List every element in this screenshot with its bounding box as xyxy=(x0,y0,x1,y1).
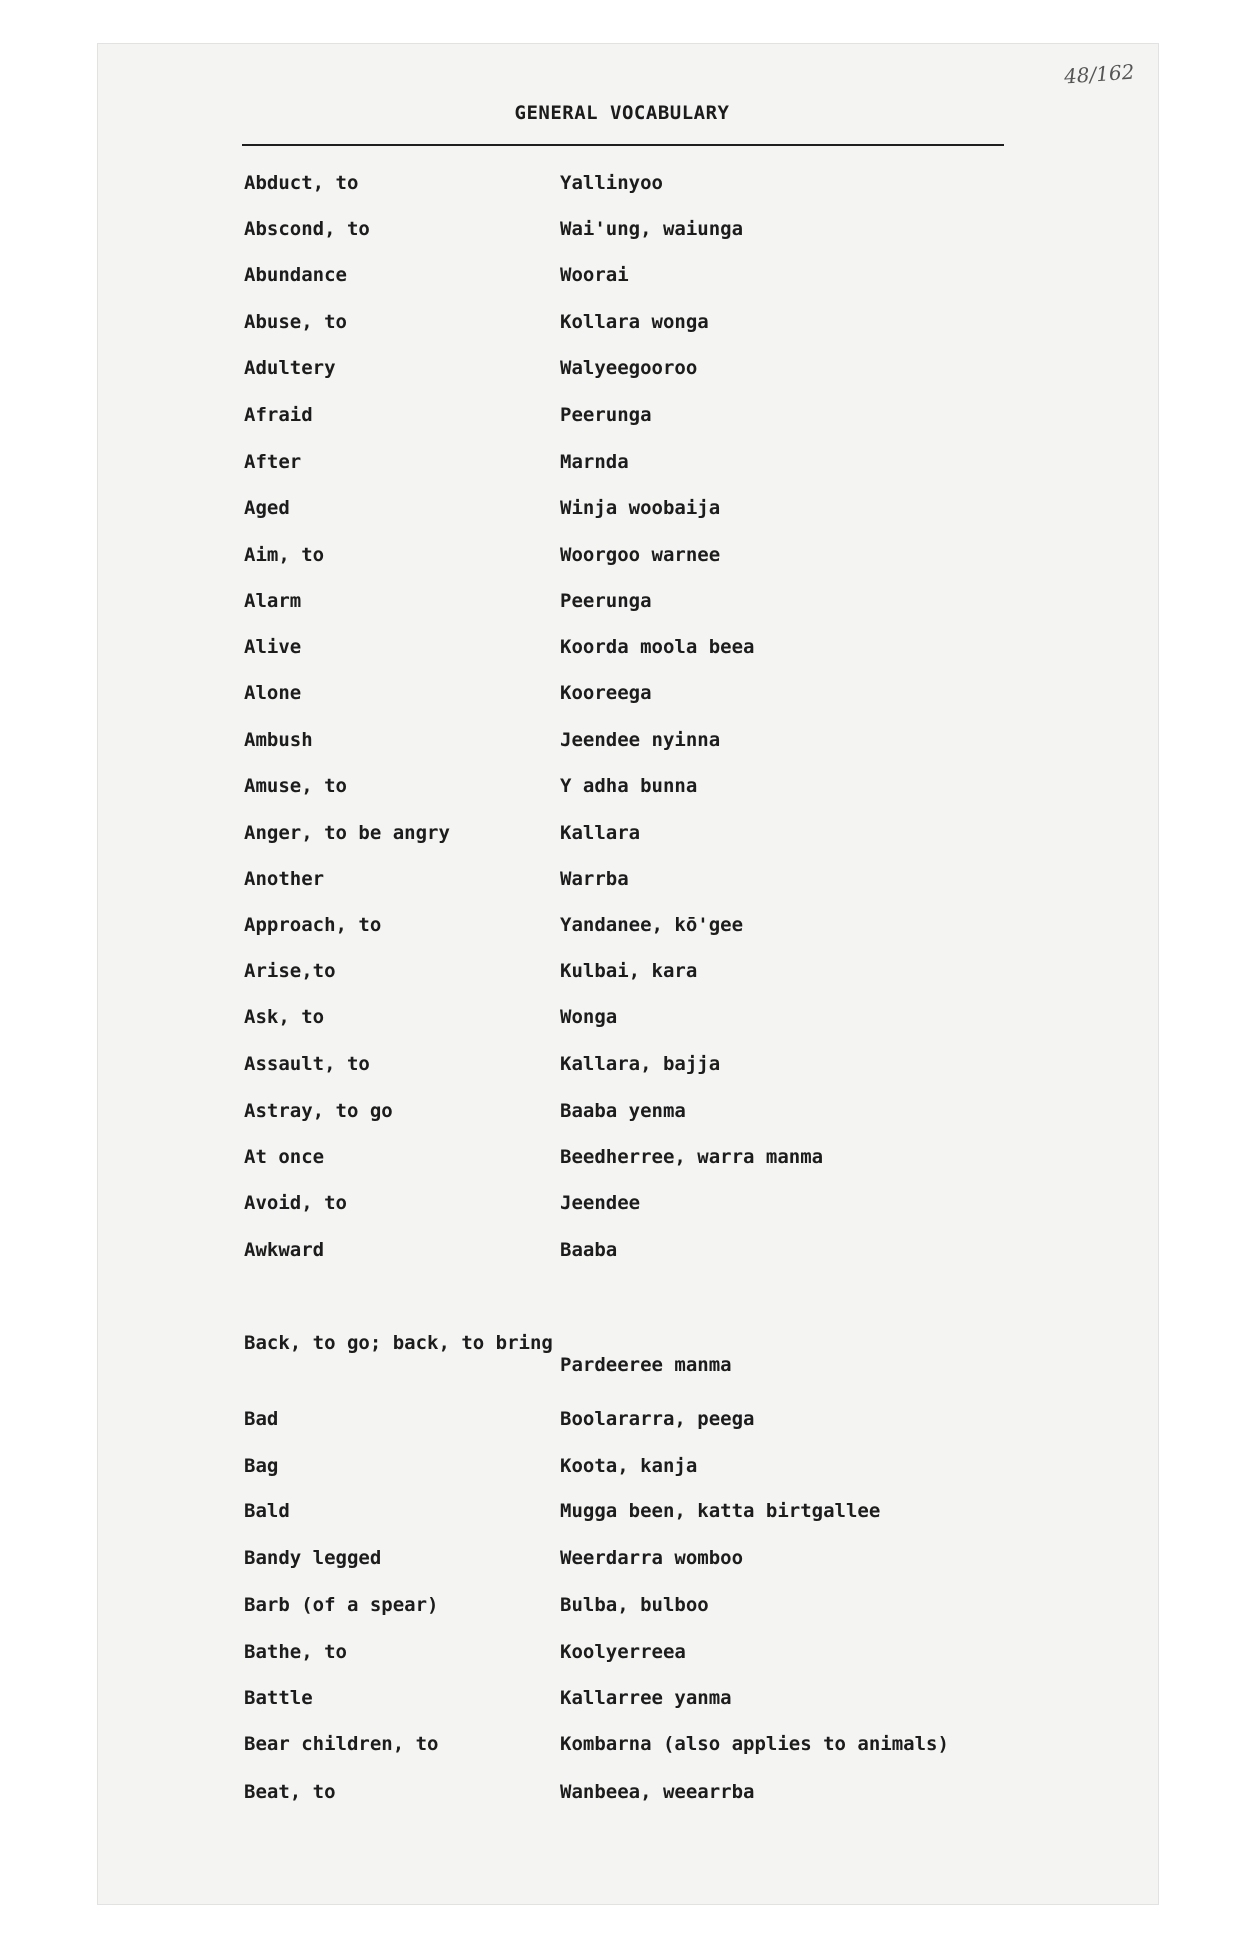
vocab-translation: Kombarna (also applies to animals) xyxy=(560,1733,949,1755)
vocab-translation: Woorai xyxy=(560,264,629,286)
page-title: GENERAL VOCABULARY xyxy=(514,102,730,124)
vocab-translation: Marnda xyxy=(560,451,629,473)
vocab-translation: Kulbai, kara xyxy=(560,960,698,982)
vocab-term: Aim, to xyxy=(244,544,325,566)
vocab-term: Bald xyxy=(244,1500,290,1522)
vocab-term: Beat, to xyxy=(244,1781,336,1803)
vocab-translation: Kallarree yanma xyxy=(560,1687,732,1709)
vocab-translation: Boolararra, peega xyxy=(560,1408,755,1430)
title-underline xyxy=(242,144,1004,146)
vocab-translation: Jeendee nyinna xyxy=(560,729,721,751)
vocab-term: Awkward xyxy=(244,1239,325,1261)
vocab-translation: Koorda moola beea xyxy=(560,636,755,658)
vocab-term: Adultery xyxy=(244,357,336,379)
vocab-translation: Warrba xyxy=(560,868,629,890)
vocab-term: Alone xyxy=(244,682,302,704)
vocab-term: Assault, to xyxy=(244,1053,370,1075)
vocab-term: Bandy legged xyxy=(244,1547,382,1569)
vocab-term: Another xyxy=(244,868,325,890)
vocab-translation: Koolyerreea xyxy=(560,1641,686,1663)
vocab-translation: Beedherree, warra manma xyxy=(560,1146,824,1168)
vocab-translation: Kallara, bajja xyxy=(560,1053,721,1075)
vocab-term: Avoid, to xyxy=(244,1192,347,1214)
vocab-term: Abscond, to xyxy=(244,218,370,240)
vocab-term: Ask, to xyxy=(244,1006,325,1028)
vocab-term: Afraid xyxy=(244,404,313,426)
vocab-translation: Mugga been, katta birtgallee xyxy=(560,1500,881,1522)
vocab-term: After xyxy=(244,451,302,473)
vocab-term: Barb (of a spear) xyxy=(244,1594,439,1616)
vocab-term: Battle xyxy=(244,1687,313,1709)
vocab-term: Abuse, to xyxy=(244,311,347,333)
vocab-translation: Peerunga xyxy=(560,590,652,612)
vocab-term: Bad xyxy=(244,1408,279,1430)
vocab-term: Bathe, to xyxy=(244,1641,347,1663)
vocab-translation: Baaba yenma xyxy=(560,1100,686,1122)
vocab-term: Astray, to go xyxy=(244,1100,393,1122)
vocab-translation: Kallara xyxy=(560,822,641,844)
vocab-translation: Winja woobaija xyxy=(560,497,721,519)
vocab-term: Abduct, to xyxy=(244,172,359,194)
vocab-translation: Koota, kanja xyxy=(560,1455,698,1477)
vocab-translation: Jeendee xyxy=(560,1192,641,1214)
vocab-term: Anger, to be angry xyxy=(244,822,450,844)
vocab-translation: Weerdarra womboo xyxy=(560,1547,744,1569)
vocab-translation: Kollara wonga xyxy=(560,311,709,333)
vocab-translation: Y adha bunna xyxy=(560,775,698,797)
vocab-translation: Peerunga xyxy=(560,404,652,426)
vocab-term: Ambush xyxy=(244,729,313,751)
vocab-term: Amuse, to xyxy=(244,775,347,797)
vocab-translation: Wanbeea, weearrba xyxy=(560,1781,755,1803)
vocab-translation: Pardeeree manma xyxy=(560,1354,732,1376)
vocab-translation: Yandanee, kō'gee xyxy=(560,914,744,936)
vocab-term: Aged xyxy=(244,497,290,519)
page-number: 48/162 xyxy=(1062,59,1135,89)
vocab-translation: Baaba xyxy=(560,1239,618,1261)
vocab-term: At once xyxy=(244,1146,325,1168)
vocab-term: Bear children, to xyxy=(244,1733,439,1755)
vocab-translation: Yallinyoo xyxy=(560,172,663,194)
vocab-translation: Kooreega xyxy=(560,682,652,704)
vocab-translation: Bulba, bulboo xyxy=(560,1594,709,1616)
vocab-term: Alive xyxy=(244,636,302,658)
vocab-term: Back, to go; back, to bring xyxy=(244,1332,553,1354)
vocab-translation: Wonga xyxy=(560,1006,618,1028)
vocab-translation: Walyeegooroo xyxy=(560,357,698,379)
vocab-term: Bag xyxy=(244,1455,279,1477)
vocab-translation: Wai'ung, waiunga xyxy=(560,218,744,240)
vocab-term: Alarm xyxy=(244,590,302,612)
vocab-translation: Woorgoo warnee xyxy=(560,544,721,566)
vocab-term: Abundance xyxy=(244,264,347,286)
vocab-term: Approach, to xyxy=(244,914,382,936)
vocab-term: Arise,to xyxy=(244,960,336,982)
